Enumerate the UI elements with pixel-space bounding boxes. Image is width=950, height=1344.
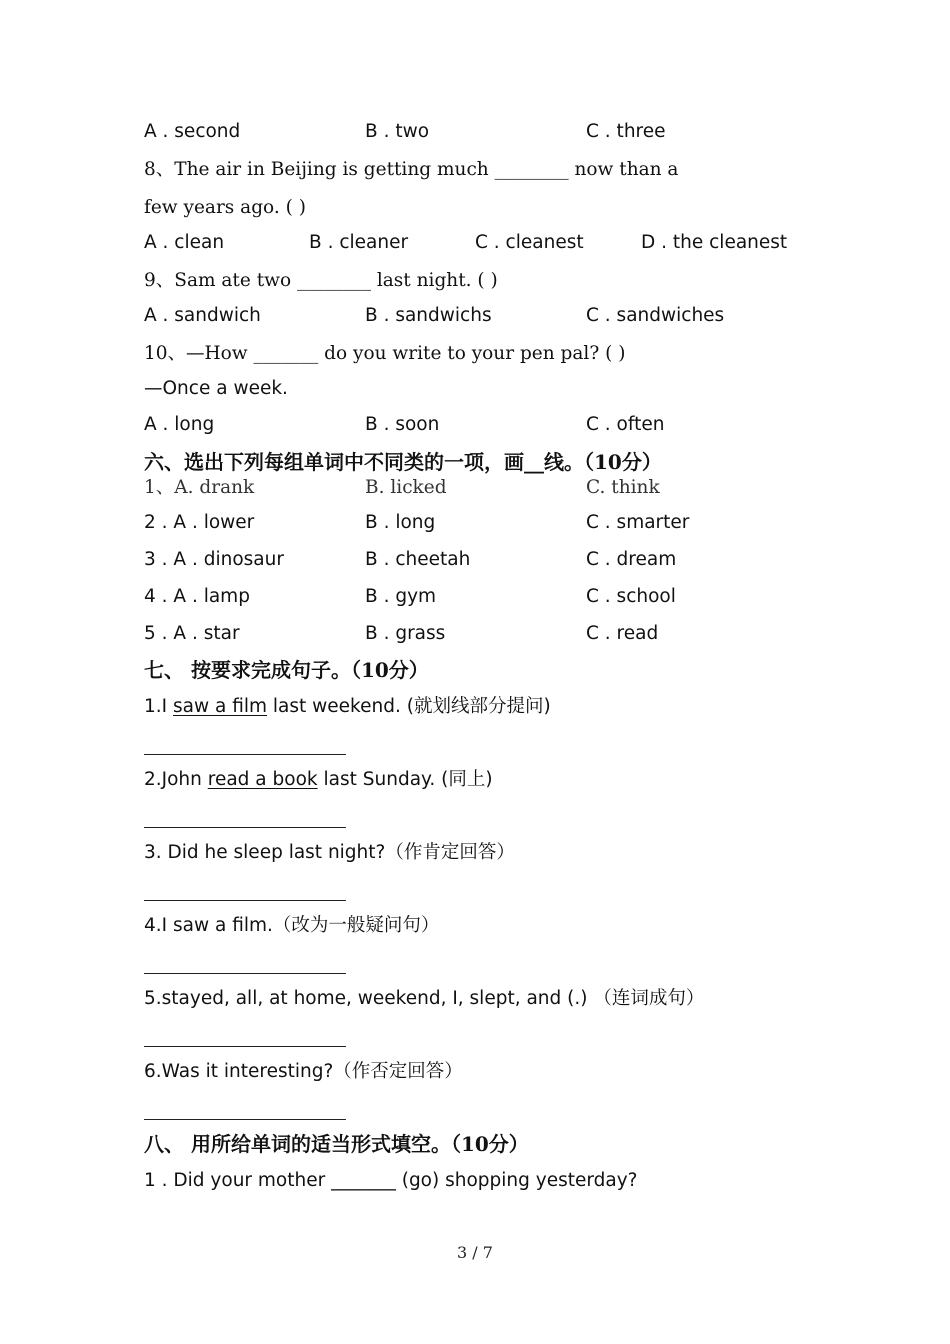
answer-line-3[interactable] [144,900,346,901]
section8-title: 八、 用所给单词的适当形式填空。（10分） [144,1132,529,1156]
section7-item1-underlined: saw a film [173,696,268,717]
section7-item2-post: last Sunday. (同上) [317,769,493,790]
section7-item-1 [144,695,551,719]
section6-row-2 [144,511,844,535]
q8-text-start: 8、The air in Beijing is getting much [144,159,495,180]
section6-row5-option-c: C . read [586,623,659,644]
section8-q1-blank[interactable]: _______ [331,1170,396,1191]
section8-q1-start: 1 . Did your mother [144,1170,332,1191]
q8-question-line1 [144,158,678,182]
section7-item-2 [144,768,493,792]
section6-row-5 [144,622,844,646]
q9-question [144,269,498,293]
q10-options [144,413,844,437]
section6-row2-option-b: B . long [365,512,436,533]
section6-row5-option-a: 5 . A . star [144,623,240,644]
section7-title: 七、 按要求完成句子。（10分） [144,658,429,682]
q8-option-a: A . clean [144,232,225,253]
page-number: 3 / 7 [457,1243,493,1262]
section6-title: 六、选出下列每组单词中不同类的一项，画__线。（10分） [144,450,662,474]
q10-question [144,342,625,366]
q9-text-start: 9、Sam ate two [144,270,297,291]
q7-options [144,120,844,144]
q10-blank: _______ [253,343,319,364]
q8-blank: ________ [494,159,569,180]
section7-item-3: 3. Did he sleep last night?（作肯定回答） [144,842,515,863]
section7-item-6: 6.Was it interesting?（作否定回答） [144,1061,463,1082]
section6-row1-option-c: C. think [586,477,660,498]
section6-row1-option-a: 1、A. drank [144,477,255,498]
q8-options [144,231,844,255]
section6-row3-option-c: C . dream [586,549,677,570]
q9-option-c: C . sandwiches [586,305,725,326]
q10-option-b: B . soon [365,414,440,435]
section7-item1-pre: 1.I [144,696,173,717]
q10-option-a: A . long [144,414,215,435]
answer-line-6[interactable] [144,1119,346,1120]
q9-option-b: B . sandwichs [365,305,492,326]
section8-question-1 [144,1169,638,1193]
section6-row-1 [144,476,844,500]
q9-text-end: last night. ( ) [370,270,498,291]
section6-row4-option-c: C . school [586,586,676,607]
q8-text-end: now than a [568,159,679,180]
q8-option-b: B . cleaner [309,232,409,253]
q10-answer-line: —Once a week. [144,378,288,399]
section6-row3-option-a: 3 . A . dinosaur [144,549,284,570]
section6-row5-option-b: B . grass [365,623,446,644]
section6-row4-option-a: 4 . A . lamp [144,586,250,607]
q10-text-end: do you write to your pen pal? ( ) [318,343,626,364]
q9-options [144,304,844,328]
section6-row1-option-b: B. licked [365,477,447,498]
answer-line-1[interactable] [144,754,346,755]
q9-option-a: A . sandwich [144,305,261,326]
q10-option-c: C . often [586,414,665,435]
section8-q1-end: (go) shopping yesterday? [395,1170,638,1191]
q7-option-b: B . two [365,121,430,142]
section7-item2-pre: 2.John [144,769,208,790]
q7-option-a: A . second [144,121,241,142]
section7-item2-underlined: read a book [207,769,318,790]
q7-option-c: C . three [586,121,666,142]
q8-option-c: C . cleanest [475,232,584,253]
answer-line-2[interactable] [144,827,346,828]
answer-line-4[interactable] [144,973,346,974]
section6-row-3 [144,548,844,572]
answer-line-5[interactable] [144,1046,346,1047]
section6-row2-option-a: 2 . A . lower [144,512,255,533]
section6-row4-option-b: B . gym [365,586,437,607]
q8-question-line2: few years ago. ( ) [144,197,306,218]
q8-option-d: D . the cleanest [641,232,788,253]
section6-row2-option-c: C . smarter [586,512,690,533]
section6-row3-option-b: B . cheetah [365,549,471,570]
section6-row-4 [144,585,844,609]
section7-item-4: 4.I saw a film.（改为一般疑问句） [144,915,440,936]
q10-text-start: 10、—How [144,343,254,364]
q9-blank: ________ [296,270,371,291]
section7-item1-post: last weekend. (就划线部分提问) [267,696,551,717]
section7-item-5: 5.stayed, all, at home, weekend, I, slept, and (.) （连词成句） [144,988,705,1009]
